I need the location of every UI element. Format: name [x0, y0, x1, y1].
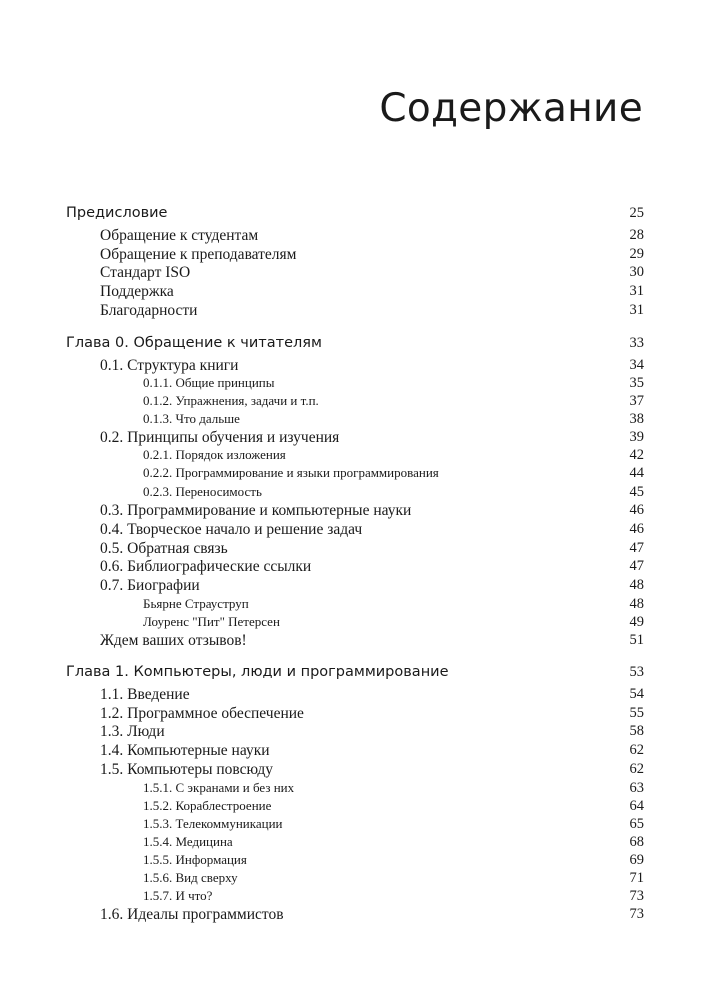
- toc-entry-title: Лоуренс "Пит" Петерсен: [143, 614, 280, 629]
- toc-entry-page-number: 31: [629, 302, 644, 318]
- toc-entry-title: Благодарности: [100, 302, 198, 319]
- toc-entry-page-number: 64: [629, 798, 644, 814]
- toc-entry-page-number: 51: [629, 632, 644, 648]
- toc-entry-title: 0.1. Структура книги: [100, 357, 239, 374]
- toc-entry-title: 1.5.1. С экранами и без них: [143, 780, 295, 795]
- toc-entry-page-number: 25: [629, 205, 644, 221]
- toc-entry-title: 0.3. Программирование и компьютерные науки: [100, 502, 412, 519]
- toc-entry-title: Бьярне Страуструп: [143, 596, 249, 611]
- toc-entry-title: 1.5.2. Кораблестроение: [143, 798, 272, 813]
- toc-entry-page-number: 28: [629, 227, 644, 243]
- toc-entry-page-number: 68: [629, 834, 644, 850]
- toc-entry-page-number: 53: [629, 664, 644, 680]
- toc-entry-title: 1.5.3. Телекоммуникации: [143, 816, 283, 831]
- toc-entry-title: Ждем ваших отзывов!: [100, 632, 247, 649]
- toc-entry-title: 1.3. Люди: [100, 723, 165, 740]
- toc-entry-page-number: 49: [629, 614, 644, 630]
- toc-entry-page-number: 73: [629, 888, 644, 904]
- toc-entry-title: 1.5.7. И что?: [143, 888, 213, 903]
- toc-entry-page-number: 44: [629, 465, 644, 481]
- toc-entry-title: Предисловие: [66, 205, 168, 221]
- toc-entry-page-number: 73: [629, 906, 644, 922]
- toc-entry-title: 1.6. Идеалы программистов: [100, 906, 284, 923]
- toc-entry-title: 0.1.3. Что дальше: [143, 411, 240, 426]
- toc-entry-page-number: 62: [629, 761, 644, 777]
- toc-entry-title: 0.2. Принципы обучения и изучения: [100, 429, 340, 446]
- toc-entry-title: 1.5. Компьютеры повсюду: [100, 761, 273, 778]
- toc-entry-title: Стандарт ISO: [100, 264, 191, 281]
- toc-entry-title: 1.2. Программное обеспечение: [100, 705, 304, 722]
- toc-entry-page-number: 29: [629, 246, 644, 262]
- toc-entry-title: Поддержка: [100, 283, 174, 300]
- toc-entry-page-number: 38: [629, 411, 644, 427]
- toc-entry-page-number: 39: [629, 429, 644, 445]
- toc-entry-page-number: 46: [629, 521, 644, 537]
- toc-entry-page-number: 47: [629, 558, 644, 574]
- toc-entry-title: 1.1. Введение: [100, 686, 190, 703]
- toc-entry-page-number: 37: [629, 393, 644, 409]
- toc-entry-page-number: 45: [629, 484, 644, 500]
- toc-entry-page-number: 65: [629, 816, 644, 832]
- toc-entry-title: Обращение к преподавателям: [100, 246, 297, 263]
- toc-entry-title: 1.4. Компьютерные науки: [100, 742, 270, 759]
- toc-entry-page-number: 30: [629, 264, 644, 280]
- toc-entry-page-number: 33: [629, 335, 644, 351]
- toc-entry-page-number: 35: [629, 375, 644, 391]
- toc-entry-page-number: 34: [629, 357, 644, 373]
- toc-entry-title: Обращение к студентам: [100, 227, 259, 244]
- toc-entry-page-number: 47: [629, 540, 644, 556]
- toc-entry-title: Глава 0. Обращение к читателям: [66, 335, 322, 351]
- toc-entry-title: 0.5. Обратная связь: [100, 540, 228, 557]
- toc-entry-title: 0.6. Библиографические ссылки: [100, 558, 312, 575]
- toc-entry-page-number: 58: [629, 723, 644, 739]
- toc-entry-title: 0.1.2. Упражнения, задачи и т.п.: [143, 393, 319, 408]
- toc-entry-page-number: 69: [629, 852, 644, 868]
- toc-entry-page-number: 31: [629, 283, 644, 299]
- toc-entry-title: 0.2.3. Переносимость: [143, 484, 262, 499]
- page-title: Содержание: [379, 86, 643, 131]
- toc-entry-title: 0.2.1. Порядок изложения: [143, 447, 286, 462]
- toc-entry-title: 1.5.6. Вид сверху: [143, 870, 238, 885]
- toc-entry-page-number: 48: [629, 577, 644, 593]
- toc-entry-title: 1.5.4. Медицина: [143, 834, 233, 849]
- toc-entry-title: 0.7. Биографии: [100, 577, 200, 594]
- toc-entry-page-number: 55: [629, 705, 644, 721]
- toc-entry-page-number: 42: [629, 447, 644, 463]
- toc-entry-title: 1.5.5. Информация: [143, 852, 247, 867]
- toc-entry-page-number: 48: [629, 596, 644, 612]
- toc-entry-page-number: 62: [629, 742, 644, 758]
- toc-entry-title: Глава 1. Компьютеры, люди и программирование: [66, 664, 449, 680]
- toc-entry-page-number: 63: [629, 780, 644, 796]
- toc-entry-title: 0.1.1. Общие принципы: [143, 375, 275, 390]
- toc-entry-page-number: 46: [629, 502, 644, 518]
- toc-entry-page-number: 71: [629, 870, 644, 886]
- toc-entry-page-number: 54: [629, 686, 644, 702]
- toc-entry-title: 0.4. Творческое начало и решение задач: [100, 521, 363, 538]
- toc-entry-title: 0.2.2. Программирование и языки программирования: [143, 465, 439, 480]
